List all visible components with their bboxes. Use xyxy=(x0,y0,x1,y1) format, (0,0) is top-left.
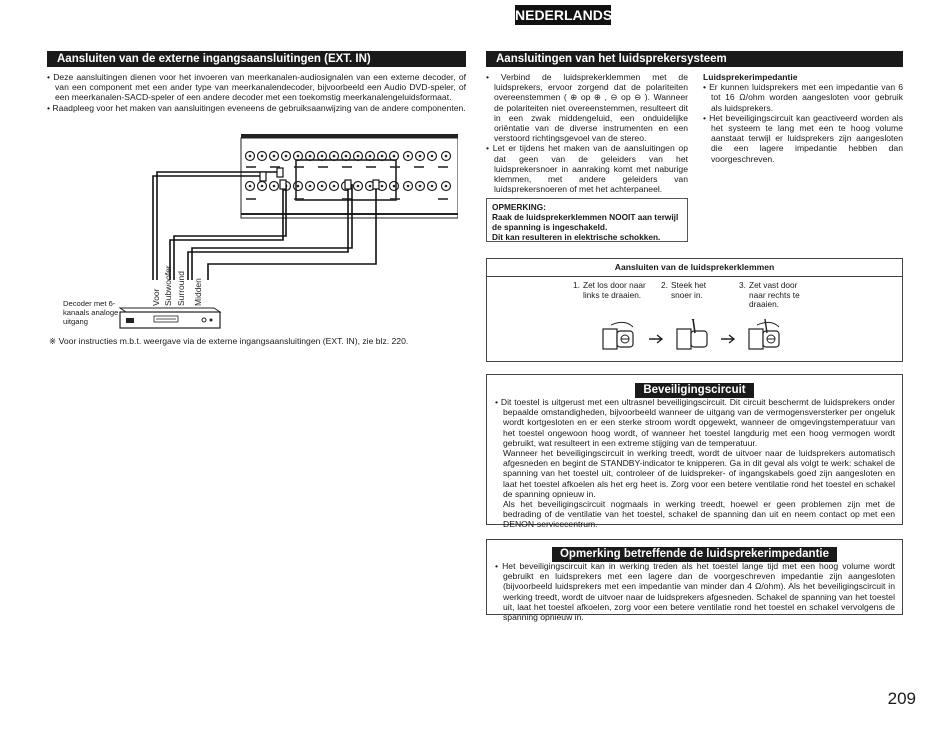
receiver-rear-panel xyxy=(241,134,458,218)
language-tab: NEDERLANDS xyxy=(515,7,613,23)
speaker-impedance-section xyxy=(703,72,903,164)
note-line: Dit kan resulteren in elektrische schokken. xyxy=(492,232,661,242)
impedance-note-box xyxy=(486,539,903,623)
list-item: • Raadpleeg voor het maken van aansluitingen eveneens de gebruiksaanwijzing van de andere componenten. xyxy=(47,103,466,113)
warning-note-box xyxy=(486,198,688,242)
impedance-note-text xyxy=(495,561,895,622)
paragraph: • Dit toestel is uitgerust met een ultrasnel beveiligingscircuit. Dit circuit beschermt de luidsprekers onder bepaalde omstandigheden, bijvoorbeeld wanneer de uitgang van de vermogensversterker per ongeluk wordt kortgesloten en er een sterke stroom wordt opgewekt, wanneer de omgevingstemperatuur van het toestel ongewoon hoog wordt, of wanneer het toestel langdurig met een hoog vermogen wordt gebruikt, wat resulteert in een extreme stijging van de temperatuur. xyxy=(495,397,895,448)
cable-label-subwoofer: Subwoofer xyxy=(163,265,173,306)
section-title-speaker-system: Aansluitingen van het luidsprekersysteem xyxy=(486,51,903,67)
section-title-ext-in: Aansluiten van de externe ingangsaansluitingen (EXT. IN) xyxy=(47,51,466,67)
impedance-note-title: Opmerking betreffende de luidsprekerimpedantie xyxy=(552,547,837,562)
paragraph: Wanneer het beveiligingscircuit in werking treedt, wordt de uitvoer naar de luidsprekers automatisch afgesneden en begint de STANDBY-indicator te knipperen. Ga in dit geval als volgt te werk: schakel de spanning van het toestel uit, controleer of de luidspreker- of ingangskabels goed zijn aangesloten en laat het toestel afkoelen als het erg heet is. Zorg voor een betere ventilatie rond het toestel en schakel de spanning opnieuw in. xyxy=(503,448,895,499)
step-3: 3. Zet vast door naar rechts te draaien. xyxy=(739,280,800,310)
list-item: • Verbind de luidsprekerklemmen met de luidsprekers, ervoor zorgend dat de polariteiten overeenstemmen ( ⊕ op ⊕ , ⊖ op ⊖ ). Wanneer de polariteiten niet overeenstemmen, resulteert dit in een zwak middengeluid, een onduidelijke oriëntatie van de diverse instrumenten en een verstoord richtingsgevoel van de stereo. xyxy=(486,72,688,143)
step-1: 1. Zet los door naar links te draaien. xyxy=(573,280,646,300)
terminal-box-title: Aansluiten van de luidsprekerklemmen xyxy=(487,259,902,277)
list-item: • Deze aansluitingen dienen voor het invoeren van meerkanalen-audiosignalen van een externe decoder, of van een component met een ander type van meerkanalendecoder, bijvoorbeeld een Audio DVD-speler, of een meerkanalen-SACD-speler of een andere decoder met een toekomstig meerkanalengeluidsformaat. xyxy=(47,72,466,103)
paragraph: Als het beveiligingscircuit nogmaals in werking treedt, hoewel er geen problemen zijn met de bedrading of de ventilatie van het toestel, schakel de spanning dan uit en neem contact op met een DENON-servicecentrum. xyxy=(503,499,895,530)
page-number: 209 xyxy=(887,689,916,708)
list-item: • Er kunnen luidsprekers met een impedantie van 6 tot 16 Ω/ohm worden aangesloten voor gebruik als luidsprekers. xyxy=(703,82,903,113)
terminal-loosen-icon xyxy=(603,322,633,349)
cable-label-center: Midden xyxy=(193,278,203,306)
cable-label-front: Voor xyxy=(151,288,161,306)
ext-in-intro xyxy=(47,72,466,113)
impedance-heading: Luidsprekerimpedantie xyxy=(703,72,798,82)
protection-text xyxy=(495,397,895,530)
terminal-tighten-icon xyxy=(749,319,779,349)
protection-circuit-box xyxy=(486,374,903,530)
step-2: 2. Steek het snoer in. xyxy=(661,280,707,300)
ext-in-footnote: ※ Voor instructies m.b.t. weergave via de externe ingangsaansluitingen (EXT. IN), zie blz. 220. xyxy=(49,336,409,346)
list-item: • Het beveiligingscircuit kan geactiveerd worden als het systeem te lang met een te hoog volume aanstaat terwijl er luidsprekers zijn aangesloten die een lagere impedantie hebben dan voorgeschreven. xyxy=(703,113,903,164)
note-line: Raak de luidsprekerklemmen NOOIT aan terwijl xyxy=(492,212,679,222)
terminal-steps-illustration xyxy=(597,319,797,359)
note-line: de spanning is ingeschakeld. xyxy=(492,222,608,232)
speaker-connection-text xyxy=(486,72,688,194)
terminal-insert-wire-icon xyxy=(677,319,707,349)
note-heading: OPMERKING: xyxy=(492,202,546,212)
list-item: • Let er tijdens het maken van de aansluitingen op dat geen van de geleiders van het luidsprekersnoer in aanraking komt met naburige klemmen, met andere geleiders van luidsprekersnoeren of met het achterpaneel. xyxy=(486,143,688,194)
paragraph: • Het beveiligingscircuit kan in werking treden als het toestel lange tijd met een hoog volume wordt gebruikt en luidsprekers met een lagere dan de voorgeschreven impedantie zijn aangesloten (bijvoorbeeld luidsprekers met een impedantie van minder dan 4 Ω/ohm). Als het beveiligingscircuit in werking treedt, wordt de uitvoer naar de luidsprekers afgesneden. Schakel de spanning van het toestel uit, laat het toestel afkoelen, zorg voor een betere ventilatie rond het toestel en schakel vervolgens de spanning opnieuw in. xyxy=(495,561,895,622)
decoder-device xyxy=(120,308,220,328)
decoder-label: Decoder met 6-kanaals analoge uitgang xyxy=(63,299,119,326)
protection-title: Beveiligingscircuit xyxy=(635,383,753,398)
arrow-right-icon xyxy=(721,335,734,343)
arrow-right-icon xyxy=(649,335,662,343)
cable-label-surround: Surround xyxy=(176,271,186,306)
terminal-steps-box xyxy=(486,258,903,362)
